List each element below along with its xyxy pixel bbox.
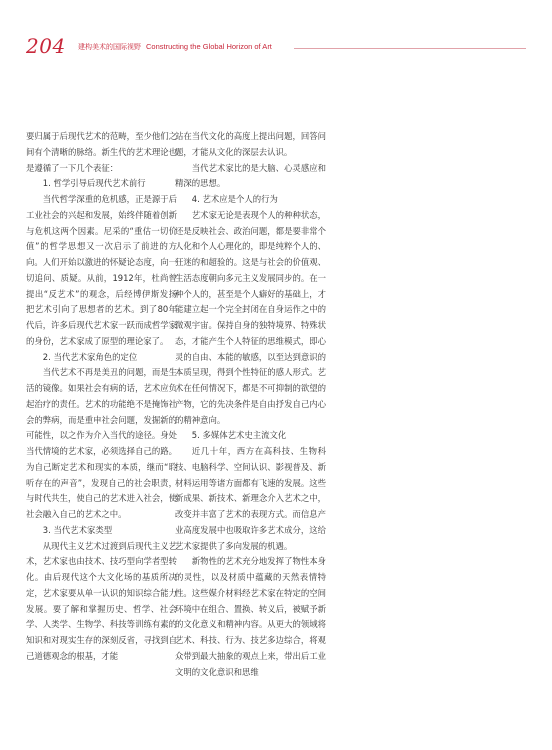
section-heading: 1. 哲学引导后现代艺术前行 — [42, 178, 146, 189]
paragraph: 新物性的艺术充分地发挥了物性本身的灵性，以及材质中蕴藏的天然表情特性。这些媒介材料经艺术家在特定的空间环境中在组合、置换、转义后，被赋予新的文化意义和精神内容。从更大的领域将艺术、科技、行为、技艺多边综合，将观众带到最大抽象的观点上来，带出后工业文明的文化意识和思维 — [175, 556, 326, 677]
page-number: 204 — [26, 34, 66, 58]
running-head — [78, 41, 272, 53]
paragraph: 当代哲学深重的危机感，正是源于后工业社会的兴起和发展，始终伴随着创新与危机这两个因素。尼采的“重估一切价值”的哲学思想又一次启示了前进的方向。人们开始以激进的怀疑论态度，向一切追问、质疑。从前，1912年，杜尚曾提出“反艺术”的观念，后经博伊斯发扬把艺术引向了思想者的艺术。到了80年代后，许多后现代艺术家一跃而成哲学家的身份，艺术家成了原型的理论家了。 — [26, 194, 177, 346]
paragraph: 要归属于后现代艺术的范畴，至少他们之间有个清晰的脉络。新生代的艺术理论也是遵循了一下几个表征： — [26, 131, 177, 173]
paragraph: 当代艺术家比的是大脑、心灵感应和精深的思想。 — [175, 162, 326, 189]
running-head-en: Constructing the Global Horizon of Art — [146, 42, 272, 51]
header-rule — [294, 48, 526, 49]
section-heading: 3. 当代艺术家类型 — [42, 524, 113, 535]
page-header — [26, 34, 526, 58]
section-heading: 5. 多媒体艺术史主流文化 — [191, 430, 287, 441]
paragraph: 当代艺术不再是美丑的问题，而是生活的镜像。如果社会有病的话，艺术应负起治疗的责任。艺术的功能绝不是掩饰社会的弊病，而是重申社会问题，发掘新的可能性，以之作为介入当代的途径。身处当代情境的艺术家，必须选择自己的路。为自己断定艺术和现实的本质，继而“聆听存在的声音”，发现自己的社会职责，与时代共生，使自己的艺术进入社会，使社会融入自己的艺术之中。 — [26, 367, 177, 519]
paragraph: 近几十年，西方在高科技、生物科技、电脑科学、空间认识、影视普及、新材料运用等诸方面都有飞速的发展。这些新成果、新技术、新理念介入艺术之中，改变并丰富了艺术的表现方式。而信息产业高度发展中也吸取许多艺术成分，这给艺术家提供了多向发展的机遇。 — [175, 446, 326, 551]
running-head-cn: 建构美术的国际视野 — [78, 43, 141, 51]
paragraph: 从现代主义艺术过渡到后现代主义艺术，艺术家也由技术、技巧型向学者型转化。由后现代这个大文化场的基质所决定，艺术家要从单一认识的知识综合能力发展。要了解和掌握历史、哲学、社会学、人类学、生物学、科技等训练有素的知识和对现实生存的深刻反省，寻找到自己道德观念的根基，才能 — [26, 540, 177, 661]
right-column — [175, 129, 326, 680]
section-heading: 4. 艺术应是个人的行为 — [191, 194, 278, 204]
paragraph: 艺术家无论是表现个人的种种状态，还是反映社会、政治问题，都是要非常个人化和个人心理化的，即是纯粹个人的、狂迷的和超验的。这是与社会的价值观、生活态度朝向多元主义发展同步的。在一种个人的，甚至是个人癖好的基础上，才能建立起一个完全封闭在自身运作之中的微观宇宙。保持自身的独特境界、特殊状态，才能产生个人特征的思维模式，即心灵的自由、本能的敏感，以至达到意识的本质呈现，得到个性特征的感人形式。艺术在任何情况下，都是不可抑制的欲望的产物，它的先决条件是自由抒发自己内心的精神意向。 — [175, 209, 326, 425]
paragraph: 站在当代文化的高度上提出问题，回答问题，才能从文化的深层去认识。 — [175, 131, 326, 157]
section-heading: 2. 当代艺术家角色的定位 — [42, 351, 138, 362]
left-column — [26, 129, 177, 665]
